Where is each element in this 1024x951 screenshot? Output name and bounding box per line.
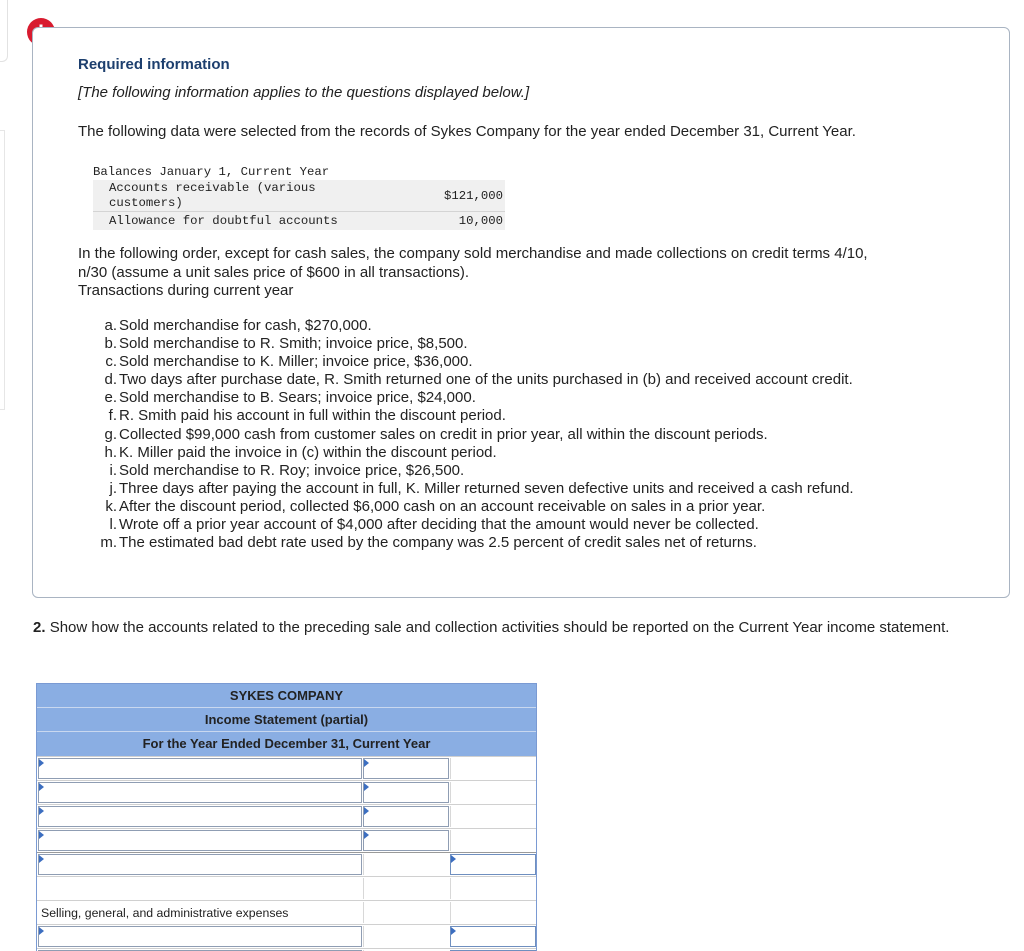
dropdown-marker-icon <box>39 855 44 863</box>
total-cell <box>450 806 536 827</box>
list-item-letter: a. <box>104 317 117 334</box>
total-cell <box>450 758 536 779</box>
account-name-input[interactable] <box>38 854 362 875</box>
total-input[interactable] <box>450 926 536 947</box>
amount-input[interactable] <box>363 806 449 827</box>
table-row <box>37 828 536 852</box>
dropdown-marker-icon <box>39 927 44 935</box>
amount-input[interactable] <box>363 782 449 803</box>
dropdown-marker-icon <box>364 783 369 791</box>
dropdown-marker-icon <box>39 783 44 791</box>
dropdown-marker-icon <box>39 807 44 815</box>
dropdown-marker-icon <box>451 927 456 935</box>
balances-row-label: Allowance for doubtful accounts <box>109 214 338 228</box>
empty-cell <box>450 902 536 923</box>
list-item-text: Three days after paying the account in full, K. Miller returned seven defective units and received a cash refund. <box>119 479 854 497</box>
balances-heading: Balances January 1, Current Year <box>93 165 330 179</box>
question-text: Show how the accounts related to the preceding sale and collection activities should be reported on the Current Year income statement. <box>49 619 950 636</box>
list-item-letter: j. <box>109 479 117 497</box>
amount-cell <box>363 926 449 947</box>
transactions-intro-line: In the following order, except for cash sales, the company sold merchandise and made collections on credit terms 4/10, <box>78 245 868 262</box>
transactions-heading: Transactions during current year <box>78 282 294 299</box>
account-name-input[interactable] <box>38 830 362 851</box>
info-title: Required information <box>78 56 230 73</box>
info-note: [The following information applies to the questions displayed below.] <box>78 84 530 101</box>
income-statement-table <box>36 683 537 951</box>
list-item-letter: g. <box>104 425 117 443</box>
question-prompt <box>33 618 983 637</box>
left-edge-panel <box>0 130 5 410</box>
balances-row-label: Accounts receivable (various customers) <box>109 181 316 210</box>
list-item-text: Two days after purchase date, R. Smith returned one of the units purchased in (b) and received account credit. <box>119 371 853 389</box>
transactions-intro-line: n/30 (assume a unit sales price of $600 in all transactions). <box>78 263 470 281</box>
list-item-letter: b. <box>104 335 117 353</box>
list-item-letter: k. <box>105 497 117 515</box>
empty-cell <box>38 878 362 899</box>
list-item-text: Collected $99,000 cash from customer sales on credit in prior year, all within the discount periods. <box>119 425 768 443</box>
table-row <box>37 804 536 828</box>
list-item-text: R. Smith paid his account in full within the discount period. <box>119 407 506 425</box>
list-item-text: Sold merchandise for cash, $270,000. <box>119 317 372 334</box>
account-name-input[interactable] <box>38 758 362 779</box>
sga-label: Selling, general, and administrative expenses <box>41 906 289 920</box>
statement-period: For the Year Ended December 31, Current Year <box>142 736 431 751</box>
table-row <box>37 852 536 876</box>
empty-cell <box>363 902 449 923</box>
list-item-text: Sold merchandise to B. Sears; invoice price, $24,000. <box>119 389 476 407</box>
account-name-input[interactable] <box>38 782 362 803</box>
table-row <box>37 780 536 804</box>
question-number: 2. <box>33 619 46 636</box>
table-row <box>37 756 536 780</box>
list-item-text: Sold merchandise to R. Roy; invoice price, $26,500. <box>119 461 465 479</box>
statement-title: Income Statement (partial) <box>37 708 536 732</box>
required-information-panel <box>32 27 1010 598</box>
table-row <box>37 876 536 900</box>
list-item-letter: l. <box>109 516 117 534</box>
dropdown-marker-icon <box>364 831 369 839</box>
total-cell <box>450 782 536 803</box>
dropdown-marker-icon <box>364 807 369 815</box>
amount-input[interactable] <box>363 758 449 779</box>
account-name-input[interactable] <box>38 806 362 827</box>
balances-row-value: $121,000 <box>443 189 503 203</box>
table-row <box>37 924 536 948</box>
balances-row-value: 10,000 <box>458 214 503 228</box>
balances-row <box>93 180 505 211</box>
list-item-text: After the discount period, collected $6,000 cash on an account receivable on sales in a prior year. <box>119 497 766 515</box>
total-cell <box>450 830 536 851</box>
statement-company: SYKES COMPANY <box>37 684 536 708</box>
left-edge-tab <box>0 0 8 62</box>
info-intro: The following data were selected from the records of Sykes Company for the year ended December 31, Current Year. <box>78 123 856 140</box>
amount-cell <box>363 854 449 875</box>
list-item-letter: m. <box>100 534 117 552</box>
list-item-letter: d. <box>104 371 117 389</box>
transactions-intro <box>78 245 978 301</box>
statement-header <box>37 684 536 756</box>
amount-input[interactable] <box>363 830 449 851</box>
dropdown-marker-icon <box>39 831 44 839</box>
dropdown-marker-icon <box>451 855 456 863</box>
table-row <box>37 900 536 924</box>
list-item-letter: c. <box>105 353 117 371</box>
total-input[interactable] <box>450 854 536 875</box>
list-item-text: Sold merchandise to K. Miller; invoice price, $36,000. <box>119 353 473 371</box>
list-item-letter: e. <box>104 389 117 407</box>
list-item-letter: h. <box>104 443 117 461</box>
list-item-text: Wrote off a prior year account of $4,000 after deciding that the amount would never be collected. <box>119 516 759 534</box>
list-item-letter: i. <box>109 461 117 479</box>
list-item-text: The estimated bad debt rate used by the company was 2.5 percent of credit sales net of returns. <box>119 534 757 552</box>
account-name-input[interactable] <box>38 926 362 947</box>
dropdown-marker-icon <box>364 759 369 767</box>
sga-label-cell <box>38 902 362 923</box>
list-item-text: Sold merchandise to R. Smith; invoice price, $8,500. <box>119 335 468 353</box>
empty-cell <box>363 878 449 899</box>
balances-row <box>93 211 505 230</box>
empty-cell <box>450 878 536 899</box>
dropdown-marker-icon <box>39 759 44 767</box>
list-item-text: K. Miller paid the invoice in (c) within the discount period. <box>119 443 497 461</box>
list-item-letter: f. <box>108 407 117 425</box>
balances-table <box>93 164 505 230</box>
